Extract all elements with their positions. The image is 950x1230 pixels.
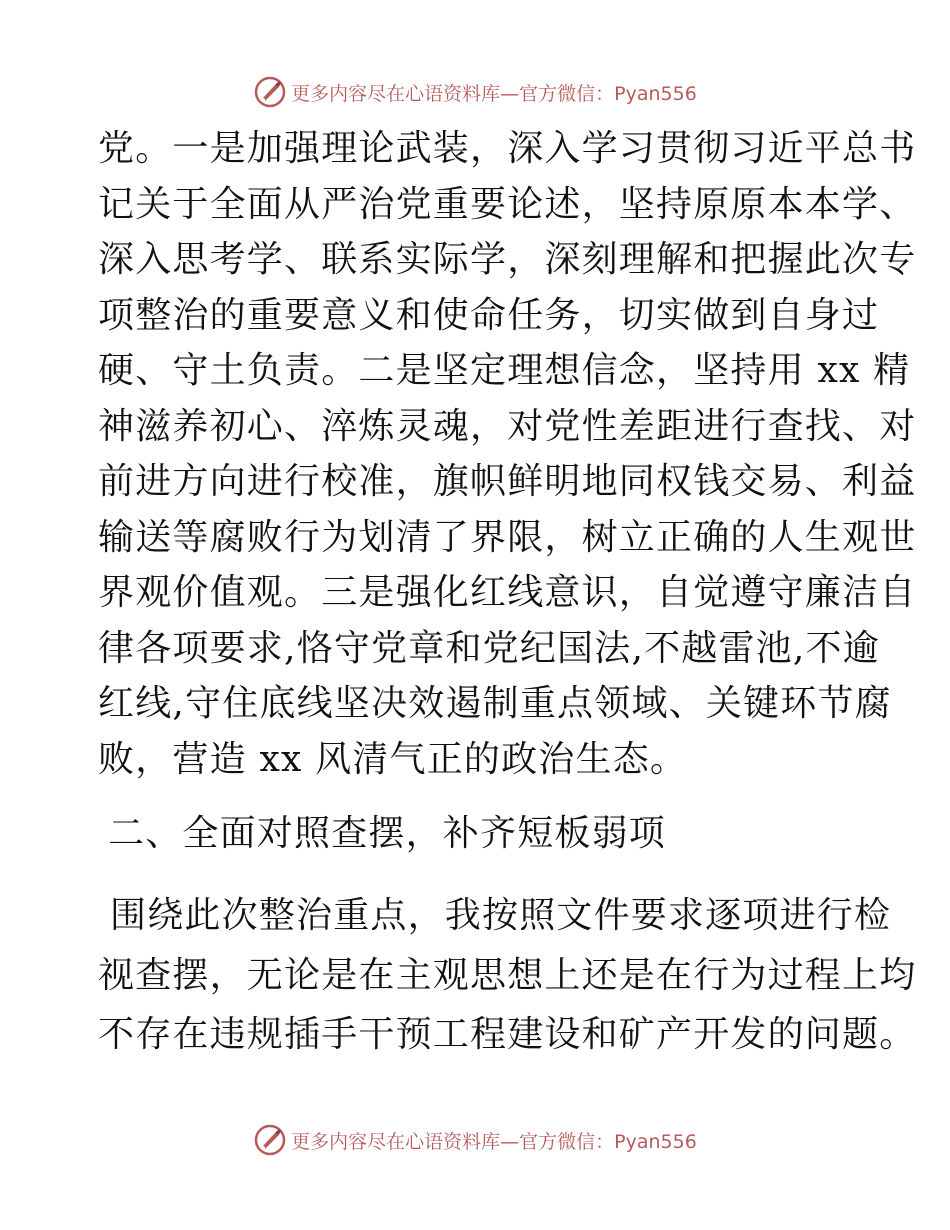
footer-watermark-banner (0, 1118, 950, 1162)
pen-logo-icon (253, 75, 287, 109)
text-line: 神滋养初心、淬炼灵魂，对党性差距进行查找、对 (98, 405, 917, 447)
document-paragraph-1 (98, 121, 917, 787)
text-line: 红线,守住底线坚决效遏制重点领域、关键环节腐 (98, 683, 892, 724)
text-line: 项整治的重要意义和使命任务，切实做到自身过 (98, 294, 880, 336)
text-line: 视查摆，无论是在主观思想上还是在行为过程上均 (98, 954, 917, 996)
text-line: 记关于全面从严治党重要论述，坚持原原本本学、 (98, 183, 917, 225)
watermark-text: 更多内容尽在心语资料库—官方微信：Pyan556 (291, 1130, 697, 1153)
text-line: 前进方向进行校准，旗帜鲜明地同权钱交易、利益 (98, 461, 917, 502)
text-line: 围绕此次整治重点，我按照文件要求逐项进行检 (110, 895, 892, 936)
text-line: 党。一是加强理论武装，深入学习贯彻习近平总书 (98, 128, 917, 169)
text-line: 硬、守土负责。二是坚定理想信念，坚持用 xx 精 (98, 350, 911, 391)
text-line: 律各项要求,恪守党章和党纪国法,不越雷池,不逾 (98, 627, 880, 669)
text-line: 不存在违规插手干预工程建设和矿产开发的问题。 (98, 1014, 917, 1055)
watermark-text: 更多内容尽在心语资料库—官方微信：Pyan556 (291, 82, 697, 105)
text-line: 界观价值观。三是强化红线意识，自觉遵守廉洁自 (98, 572, 917, 613)
text-line: 输送等腐败行为划清了界限，树立正确的人生观世 (98, 516, 917, 558)
document-paragraph-2 (98, 886, 917, 1065)
text-line: 败，营造 xx 风清气正的政治生态。 (98, 738, 688, 780)
header-watermark-banner (0, 70, 950, 114)
text-line: 深入思考学、联系实际学，深刻理解和把握此次专 (98, 239, 917, 280)
pen-logo-icon (253, 1123, 287, 1157)
section-heading: 二、全面对照查摆，补齐短板弱项 (108, 813, 667, 854)
